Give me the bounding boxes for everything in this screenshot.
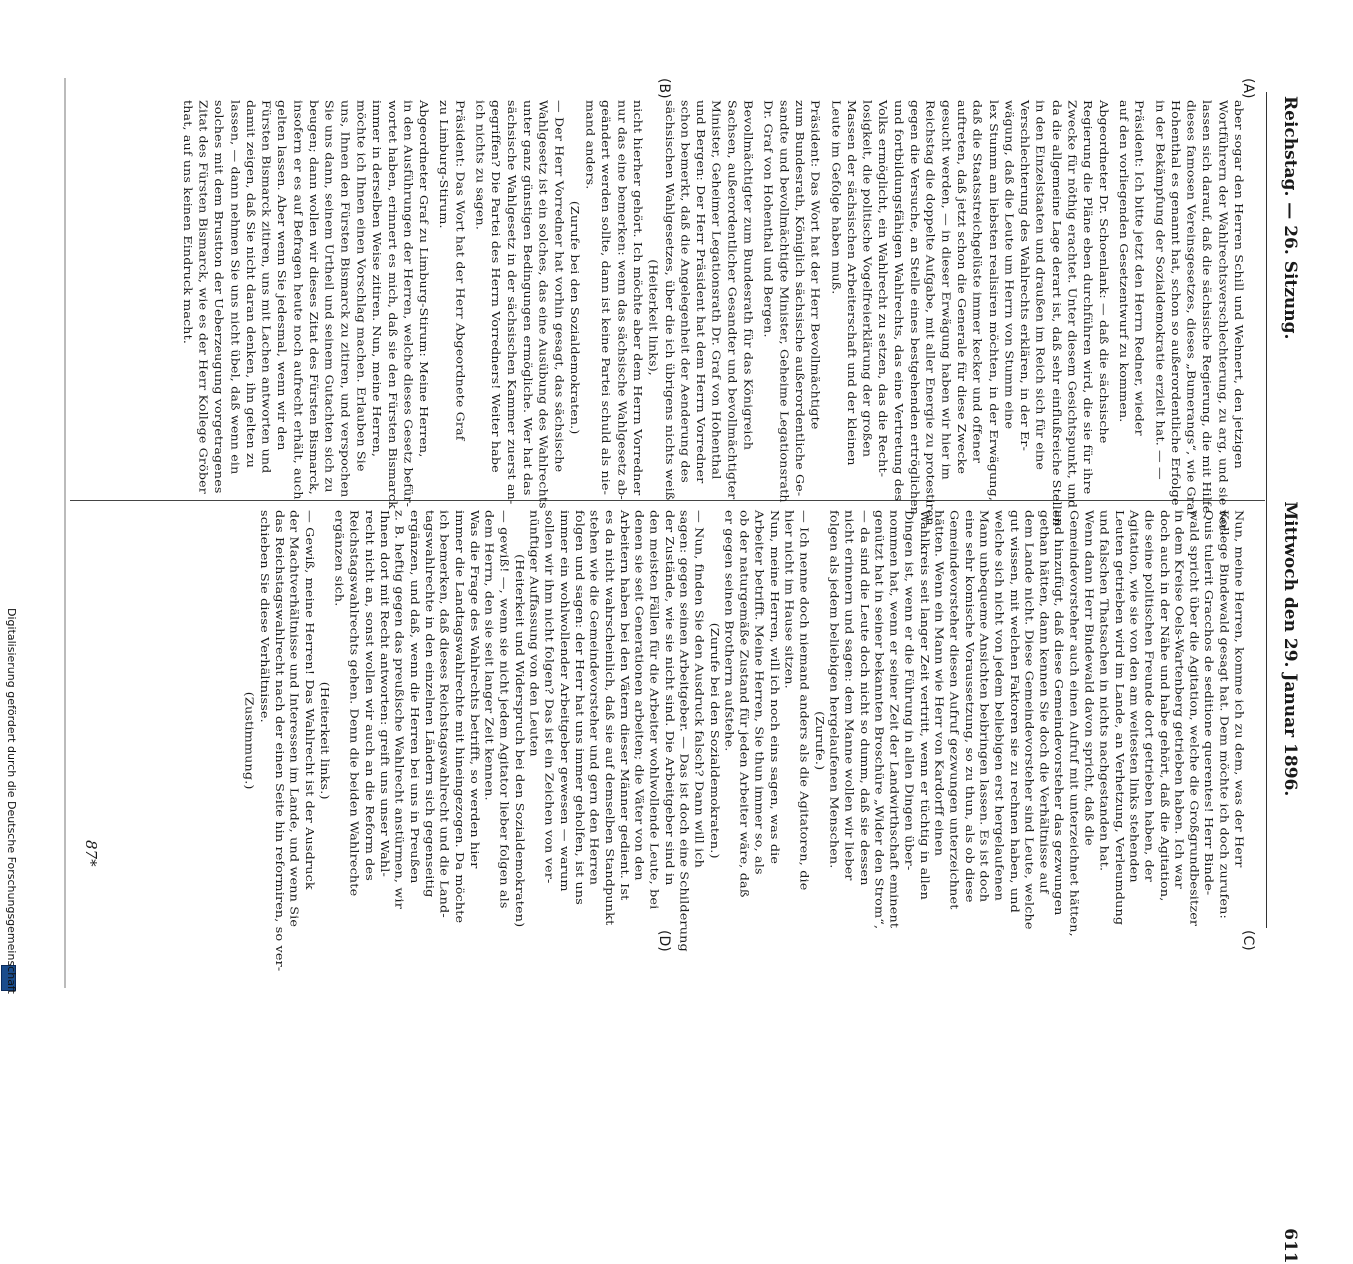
right-column-line: Leuten getrieben wird im Lande, an Verhetzung, Verleumdung [1112, 510, 1126, 926]
right-column-line: — Gewiß, meine Herren! Das Wahlrecht ist der Ausdruck [303, 510, 316, 890]
left-column-line: sächsische Wahlgesetz in der sächsischen Kammer zuerst an- [504, 100, 519, 505]
right-column-line: nommen hat, wenn er seiner Zeit der Landwirthschaft eminent [887, 510, 901, 929]
left-column-line: dieses famosen Vereinsgesetzes, dieses „Bumerangs“, wie Graf [1184, 100, 1198, 516]
right-column-line: — Nun, finden Sie den Ausdruck falsch? Dann will ich [692, 510, 706, 869]
right-column-line: dem Lande nicht. Diese Gemeindevorsteher sind Leute, welche [1022, 510, 1036, 930]
left-column-line: da die allgemeine Lage derart ist, daß sehr einflußreiche Stellen [1049, 100, 1064, 526]
marker-d: (D) [656, 930, 672, 952]
left-column-line: in den Einzelstaaten und draußen im Reich sich für eine [1033, 100, 1048, 471]
right-column-line: er gegen seinen Brotherrn aufstehe. [722, 510, 736, 752]
right-column-line: sagen: gegen seinen Arbeitgeber. — Das ist doch eine Schilderung [677, 510, 691, 952]
left-column-line: Massen der sächsischen Arbeiterschaft und der kleinen [844, 100, 859, 466]
marker-c: (C) [1240, 930, 1256, 951]
left-column-line: solches mit dem Brustton der Ueberzeugung vorgetragenes [212, 100, 226, 494]
digitization-credit: Digitalisierung gefördert durch die Deutsche Forschungsgemeinschaft [5, 608, 18, 994]
scan-edge [64, 78, 66, 988]
right-column-line: folgen und sagen: der Herr hat uns immer geholfen, ist uns [572, 510, 586, 905]
right-column-line: Was die Frage des Wahlrechts betrifft, so werden hier [467, 510, 481, 869]
right-column-line: hier nicht im Hause sitzen. [782, 510, 796, 689]
left-column-line: Sie uns dann, seinem Urtheil und seinem Gutachten sich zu [322, 100, 337, 493]
left-column-line: Reichstag die doppelte Aufgabe, mit aller Energie zu protestiren [923, 100, 937, 526]
right-column [241, 510, 1246, 971]
right-column-line: Ihnen dort mit Recht antworten: greift uns unser Wahl- [378, 510, 391, 877]
left-column-line: lassen, — dann nehmen Sie uns nicht übel, daß wenn ein [228, 100, 242, 475]
right-column-line: es da nicht wahrscheinlich, daß sie auf demselben Standpunkt [602, 510, 616, 926]
left-column-line: Verschlechterung des Wahlrechts erklären, in der Er- [1018, 100, 1032, 452]
right-column-line: in dem Kreise Oels-Wartenberg getrieben haben. Ich war [1172, 510, 1186, 889]
running-header [1280, 96, 1300, 1264]
right-column-line: Wenn dann Herr Bindewald davon spricht, daß die [1082, 510, 1096, 846]
left-column-line: Minister, Geheimer Legationsrath Dr. Graf von Hohenthal [709, 100, 724, 480]
right-column-line: Reichstagswahlrechts gehen. Denn die beiden Wahlrechte [348, 510, 361, 897]
left-column-line: Präsident: Das Wort hat der Herr Bevollmächtigte [808, 100, 823, 430]
right-column-line: (Heiterkeit und Widerspruch bei den Sozialdemokraten) [512, 554, 526, 928]
left-column-line: Präsident: Das Wort hat der Herr Abgeordnete Graf [453, 100, 467, 441]
right-column-line: Nun, meine Herren, will ich noch eins sagen, was die [767, 510, 781, 865]
right-column-line: recht nicht an, sonst wollen wir auch an die Reform des [363, 510, 376, 881]
right-column-line: hätten. Wenn ein Mann wie Herr von Kardorff einen [932, 510, 946, 857]
marker-b: (B) [656, 78, 672, 99]
right-column-line: den meisten Fällen für die Arbeiter wohlwollende Leute, bei [647, 510, 661, 910]
left-column-line: aber sogar den Herren Schill und Wehnert, den jetzigen [1231, 100, 1246, 469]
left-column-line: Volks ermöglicht, ein Wahlrecht zu setzen, das die Recht- [876, 100, 890, 478]
right-column-line: doch auch in der Nähe und habe gehört, daß die Agitation, [1157, 510, 1171, 902]
right-column-line: Arbeitern haben bei den Vätern dieser Männer gedient. Ist [617, 510, 631, 901]
signature-mark: 87* [82, 840, 100, 867]
right-column-line: und falschen Thatsachen in nichts nachgestanden hat. [1097, 510, 1111, 872]
left-column-line: in der Bekämpfung der Sozialdemokratie erzielt hat. — — [1153, 100, 1167, 480]
header-rule [1266, 92, 1267, 928]
left-column-line: ich nichts zu sagen. [473, 100, 487, 231]
left-column-line: wägung, daß die Leute um Herrn von Stumm eine [1002, 100, 1016, 430]
right-column-line: immer ein wohlwollender Arbeitgeber gewesen — warum [557, 510, 571, 892]
right-column-line: Kollege Bindewald gesagt hat. Dem möchte ich doch zurufen: [1217, 510, 1231, 919]
left-column-line: daß die Staatsstreichgelüste immer kecker und offener [970, 100, 985, 464]
left-column-line: sächsischen Wahlgesetzes, über die ich übrigens nichts weiß [662, 100, 676, 501]
right-column-line: ergänzen, und daß, wenn die Herren bei uns in Preußen [408, 510, 421, 884]
left-column-line: losigkeit, die politische Vogelfreierklärung der großen [860, 100, 874, 458]
right-column-line: der Machtverhältnisse und Interessen im Lande, und wenn Sie [288, 510, 301, 928]
right-column-line: tagswahlrechte in den einzelnen Ländern sich gegenseitig [423, 510, 436, 898]
right-column-line: eine sehr komische Voraussetzung, so zu thun, als ob diese [962, 510, 976, 903]
left-column-line: lassen sich darauf, daß die sächsische Regierung, die mit Hilfe [1200, 100, 1214, 514]
right-column-line: das Reichstagswahlrecht nach der einen Seite hin reformiren, so ver- [273, 510, 286, 972]
right-column-line: nünftiger Auffassung von den Leuten [527, 510, 541, 757]
left-column-line: Abgeordneter Dr. Schoenlank: — daß die sächsische [1096, 100, 1111, 444]
right-column-line: — da sind die Leute doch nicht so dumm, daß sie dessen [857, 510, 871, 886]
left-column-line: Zitat des Fürsten Bismarck, wie es der Herr Kollege Gröber [196, 100, 210, 494]
left-column-line: wortet haben, erinnert es mich, daß sie den Fürsten Bismarck [385, 100, 400, 509]
left-column-line: gelten lassen. Aber wenn Sie jedesmal, wenn wir den [275, 100, 289, 451]
right-column-line: Agitation, wie sie von den am weitesten links stehenden [1127, 510, 1141, 883]
right-column-line: Dingen ist, wenn er die Führung in allen Dingen über- [902, 510, 916, 871]
left-column-line: auftreten, daß jetzt schon die Generale für diese Zwecke [955, 100, 969, 475]
right-column-line: folgen als jedem beliebigen hergelaufenen Menschen. [827, 510, 841, 869]
left-column-line: damit zeigen, daß Sie nicht daran denken, ihn gelten zu [243, 100, 258, 469]
right-column-line: (Zurufe.) [812, 711, 826, 771]
right-column-line: — gewiß! —, wenn sie nicht jedem Agitator lieber folgen als [497, 510, 511, 909]
right-column-line: (Heiterkeit links.) [318, 681, 331, 800]
page-number: 611 [1280, 1228, 1300, 1264]
right-column-line: (Zustimmung.) [243, 691, 256, 790]
right-column-line: Wahlkreis seit langer Zeit vertritt, wenn er tüchtig in allen [917, 510, 931, 900]
right-column-line: dem Herrn, den sie seit langer Zeit kennen. [482, 510, 496, 801]
right-column-line: Nun, meine Herren, komme ich zu dem, was der Herr [1232, 510, 1246, 868]
right-column-line: immer die Landtagswahlrechte mit hineingezogen. Da möchte [452, 510, 466, 924]
left-column-line: lex Stumm am liebsten realisiren möchten, in der Erwägung, [986, 100, 1000, 502]
right-column-line: ich bemerken, daß dieses Reichstagswahlrecht und die Land- [437, 510, 451, 918]
right-column-line: Mann unbequeme Ansichten beibringen lassen. Es ist doch [977, 510, 991, 903]
left-column-line: zu Limburg-Stirum. [437, 100, 451, 229]
left-column-line: Abgeordneter Graf zu Limburg-Stirum: Meine Herren, [417, 100, 431, 458]
left-column-line: Wortführern der Wahlrechtsverschlechterung, zu arg, und sie ver- [1216, 100, 1230, 536]
left-column-line: that, auf uns keinen Eindruck macht. [180, 100, 195, 345]
left-column-line: uns, Ihnen den Fürsten Bismarck zu zitiren, und verspochen [338, 100, 352, 498]
left-column-line: zum Bundesrath, Königlich sächsische außerordentliche Ge- [793, 100, 807, 497]
right-column-line: Arbeiter betrifft. Meine Herren, Sie thun immer so, als [752, 510, 766, 875]
right-column-line: und hinzufügt, daß diese Gemeindevorsteher das gezwungen [1052, 510, 1066, 916]
left-column-line: Regierung die Pläne eben durchführen wird, die sie für ihre [1081, 100, 1095, 495]
left-column-line: gegriffen? Die Partei des Herrn Vorredners! Weiter habe [489, 100, 503, 473]
right-column-line: ob der naturgemäße Zustand für jeden Arbeiter wäre, daß [737, 510, 751, 898]
left-column-line: gesucht werden, — in dieser Erwägung haben wir hier im [939, 100, 953, 480]
left-column-line: Sachsen, außerordentlicher Gesandter und bevollmächtigter [725, 100, 739, 500]
right-column-line: Quis tulerit Gracchos de seditione querentes! Herr Binde- [1202, 510, 1216, 896]
left-column-line: Hohenthal es genannt hat, schon so außerordentliche Erfolge [1168, 100, 1183, 506]
left-column-line: mand anders. [583, 100, 598, 190]
header-left: Reichstag. — 26. Sitzung. [1280, 96, 1300, 340]
right-column-line: der Zustände, wie sie nicht sind. Die Arbeitgeber sind in [662, 510, 676, 886]
right-column-line: wald spricht über die Agitation, welche die Großgrundbesitzer [1187, 510, 1201, 927]
left-column-line: möchte ich Ihnen einen Vorschlag machen. Erlauben Sie [354, 100, 368, 472]
left-column-line: Fürsten Bismarck zitiren, uns mit Lachen antworten und [259, 100, 274, 474]
right-column-line: welche sich nicht von jedem beliebigen erst hergelaufenen [992, 510, 1006, 902]
marker-a: (A) [1240, 78, 1256, 99]
left-column-line: nur das eine bemerken: wenn das sächsische Wahlgesetz ab- [615, 100, 629, 500]
right-column-line: Gemeindevorsteher auch einen Aufruf mit unterzeichnet hätten, [1067, 510, 1081, 937]
left-column-line: gegen die Versuche, an Stelle eines bestgehenden ertröglichen [907, 100, 922, 516]
left-column-line: und fortbildungsfähigen Wahlrechts, das eine Vertretung des [892, 100, 906, 502]
left-column-line: Wahlgesetz ist ein solches, das eine Ausübung des Wahlrechts [536, 100, 550, 509]
right-column-line: nicht erinnern und sagen: dem Manne wollen wir lieber [842, 510, 856, 881]
left-column-line: (Heiterkeit links), [646, 259, 661, 376]
right-column-line: gethan hätten, dann kennen Sie doch die Verhältnisse auf [1037, 510, 1051, 894]
left-column-line: immer in derselben Weise zitiren. Nun, meine Herren, [370, 100, 384, 458]
left-column-line: Zwecke für nöthig erachtet. Unter diesem Gesichtspunkt, und [1065, 100, 1079, 509]
right-column-line: sollen wir ihm nicht folgen? Das ist ein Zeichen von ver- [542, 510, 556, 884]
left-column-line: beugen; dann wollen wir dieses Zitat des Fürsten Bismarck, [306, 100, 321, 495]
left-column-line: Bevollmächtigter zum Bundesrath für das Königreich [741, 100, 755, 451]
left-column-line: auf den vorliegenden Gesetzentwurf zu kommen. [1117, 100, 1131, 423]
left-column-line: sandte und bevollmächtigte Minister, Geheime Legationsrath [777, 100, 791, 503]
left-column-line: in den Ausführungen der Herren, welche dieses Gesetz befür- [401, 100, 415, 508]
left-column-line: Präsident: Ich bitte jetzt den Herrn Redner, wieder [1132, 100, 1147, 436]
left-column-line: Leute im Gefolge haben muß. [829, 100, 843, 295]
left-column-line: geändert werden sollte, dann ist keine Partei schuld als nie- [599, 100, 613, 496]
right-column-line: denen sie seit Generationen arbeiten; die Väter von den [632, 510, 646, 881]
left-column-line: und Bergen: Der Herr Präsident hat dem Herrn Vorredner [694, 100, 708, 484]
left-column-line: — Der Herr Vorredner hat vorhin gesagt, das sächsische [552, 100, 566, 473]
left-column-line: unter ganz günstigen Bedingungen ermögliche. Wer hat das [520, 100, 535, 496]
left-column-line: Dr. Graf von Hohenthal und Bergen. [761, 100, 775, 338]
left-column-line: insofern er es auf Befragen heute noch aufrecht erhält, auch [291, 100, 305, 500]
right-column-line: (Zurufe bei den Sozialdemokraten.) [707, 622, 721, 859]
header-center: Mittwoch den 29. Januar 1896. [1280, 501, 1300, 797]
left-column [179, 100, 1246, 535]
left-column-line: nicht hierher gehört. Ich möchte aber dem Herrn Vorredner [631, 100, 645, 496]
right-column-line: — Ich nenne doch niemand anders als die Agitatoren, die [797, 510, 811, 891]
right-column-line: z. B. heftig gegen das preußische Wahlrecht anstürmen, wir [393, 510, 406, 909]
right-column-line: Gemeindevorsteher diesen Aufruf gezwungen unterzeichnet [947, 510, 961, 910]
right-column-line: ergänzen sich. [333, 510, 346, 607]
left-column-line: schon bemerkt, daß die Angelegenheit der Aenderung des [678, 100, 692, 483]
right-column-line: stehen wie die Gemeindevorsteher und gern den Herren [587, 510, 601, 886]
right-column-line: genützt hat in seiner bekannten Broschüre „Wider den Strom“, [872, 510, 886, 930]
right-column-line: gut wissen, mit welchen Faktoren sie zu rechnen haben, und [1007, 510, 1021, 913]
left-column-line: (Zurufe bei den Sozialdemokraten.) [568, 200, 582, 435]
right-column-line: die seine politischen Freunde dort getrieben haben, der [1142, 510, 1156, 882]
right-column-line: schieben Sie diese Verhältnisse. [258, 510, 271, 723]
